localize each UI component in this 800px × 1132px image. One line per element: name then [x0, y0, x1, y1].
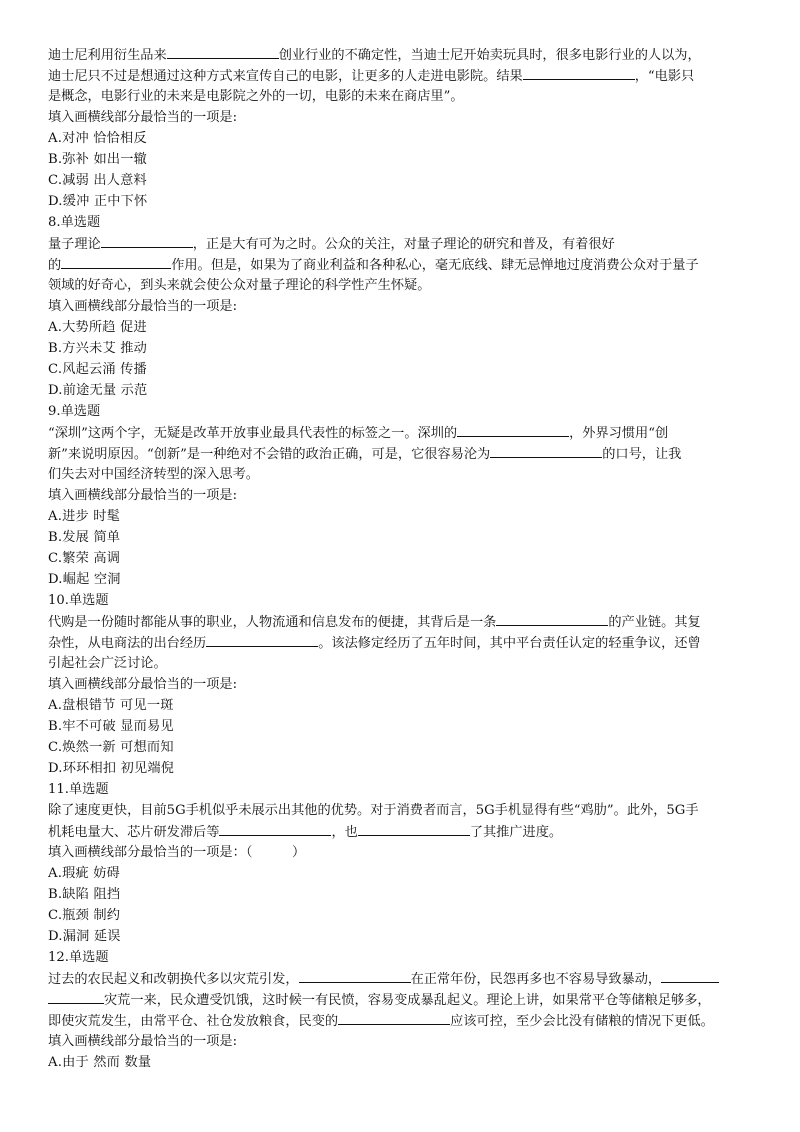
question-9 — [48, 401, 752, 590]
question-text-line: 过去的农民起义和改朝换代多以灾荒引发， 在正常年份，民怨再多也不容易导致暴动， — [48, 968, 752, 989]
question-text-line: 迪士尼只不过是想通过这种方式来宣传自己的电影，让更多的人走进电影院。结果 ，“电影只 — [48, 65, 752, 86]
answer-blank — [661, 968, 719, 983]
option-d[interactable]: D.缓冲 正中下怀 — [48, 194, 148, 209]
question-header: 11.单选题 — [48, 782, 109, 797]
question-text-line: 除了速度更快，目前5G手机似乎未展示出其他的优势。对于消费者而言，5G手机显得有些“鸡肋”。此外，5G手 — [48, 803, 699, 818]
question-8 — [48, 212, 752, 401]
question-text-line: 引起社会广泛讨论。 — [48, 656, 167, 671]
question-text-line: “深圳”这两个字，无疑是改革开放事业最具代表性的标签之一。深圳的 ，外界习惯用“创 — [48, 422, 752, 443]
question-12 — [48, 947, 752, 1073]
answer-blank — [101, 233, 193, 248]
question-text-line: 即使灾荒发生，由常平仓、社仓发放粮食，民变的 应该可控，至少会比没有储粮的情况下更低。 — [48, 1010, 752, 1031]
question-text-line: 领域的好奇心，到头来就会使公众对量子理论的科学性产生怀疑。 — [48, 278, 431, 293]
question-text-line: 们失去对中国经济转型的深入思考。 — [48, 467, 259, 482]
exam-page — [48, 44, 752, 1073]
option-c[interactable]: C.焕然一新 可想而知 — [48, 740, 174, 755]
question-text-line: 代购是一份随时都能从事的职业，人物流通和信息发布的便捷，其背后是一条 的产业链。其复 — [48, 611, 752, 632]
answer-blank — [48, 989, 104, 1004]
option-a[interactable]: A.对冲 恰恰相反 — [48, 131, 147, 146]
question-11 — [48, 779, 752, 947]
option-a[interactable]: A.瑕疵 妨碍 — [48, 866, 121, 881]
answer-blank — [167, 44, 279, 59]
question-text-line: 量子理论 ，正是大有可为之时。公众的关注，对量子理论的研究和普及，有着很好 — [48, 233, 752, 254]
option-a[interactable]: A.盘根错节 可见一斑 — [48, 698, 174, 713]
question-header: 9.单选题 — [48, 404, 101, 419]
question-text-line: 杂性，从电商法的出台经历 。该法修定经历了五年时间，其中平台责任认定的轻重争议，还曾 — [48, 632, 752, 653]
answer-blank — [61, 254, 171, 269]
question-header: 10.单选题 — [48, 593, 109, 608]
option-d[interactable]: D.前途无量 示范 — [48, 383, 148, 398]
question-text-line: 机耗电量大、芯片研发滞后等 ，也 了其推广进度。 — [48, 821, 752, 842]
question-7 — [48, 44, 752, 212]
question-prompt: 填入画横线部分最恰当的一项是: — [48, 110, 238, 125]
question-text-line: 迪士尼利用衍生品来 创业行业的不确定性，当迪士尼开始卖玩具时，很多电影行业的人以为， — [48, 44, 752, 65]
answer-blank — [490, 443, 602, 458]
option-c[interactable]: C.风起云涌 传播 — [48, 362, 147, 377]
option-b[interactable]: B.发展 简单 — [48, 530, 121, 545]
option-d[interactable]: D.漏洞 延误 — [48, 929, 121, 944]
option-a[interactable]: A.进步 时髦 — [48, 509, 121, 524]
question-header: 8.单选题 — [48, 215, 101, 230]
question-text-line: 灾荒一来，民众遭受饥饿，这时候一有民愤，容易变成暴乱起义。理论上讲，如果常平仓等储粮足够多， — [48, 989, 752, 1010]
question-prompt: 填入画横线部分最恰当的一项是: — [48, 488, 238, 503]
question-text-line: 新”来说明原因。“创新”是一种绝对不会错的政治正确，可是，它很容易沦为 的口号，让我 — [48, 443, 752, 464]
answer-blank — [338, 1010, 450, 1025]
option-b[interactable]: B.缺陷 阻挡 — [48, 887, 121, 902]
question-prompt: 填入画横线部分最恰当的一项是: — [48, 1034, 238, 1049]
question-prompt: 填入画横线部分最恰当的一项是: — [48, 677, 238, 692]
answer-blank — [523, 65, 635, 80]
answer-blank — [496, 611, 608, 626]
option-c[interactable]: C.瓶颈 制约 — [48, 908, 121, 923]
option-b[interactable]: B.牢不可破 显而易见 — [48, 719, 174, 734]
option-a[interactable]: A.大势所趋 促进 — [48, 320, 147, 335]
option-c[interactable]: C.减弱 出人意料 — [48, 173, 147, 188]
answer-blank — [299, 968, 411, 983]
question-10 — [48, 590, 752, 779]
question-text-line: 的 作用。但是，如果为了商业利益和各种私心，毫无底线、肆无忌惮地过度消费公众对于量子 — [48, 254, 752, 275]
option-b[interactable]: B.弥补 如出一辙 — [48, 152, 147, 167]
option-a[interactable]: A.由于 然而 数量 — [48, 1055, 152, 1070]
option-c[interactable]: C.繁荣 高调 — [48, 551, 121, 566]
answer-blank — [219, 821, 331, 836]
question-text-line: 是概念，电影行业的未来是电影院之外的一切，电影的未来在商店里”。 — [48, 89, 464, 104]
option-d[interactable]: D.环环相扣 初见端倪 — [48, 761, 175, 776]
question-header: 12.单选题 — [48, 950, 109, 965]
answer-blank — [206, 632, 318, 647]
option-d[interactable]: D.崛起 空洞 — [48, 572, 121, 587]
answer-blank — [457, 422, 569, 437]
answer-blank — [358, 821, 470, 836]
question-prompt: 填入画横线部分最恰当的一项是: — [48, 299, 238, 314]
question-prompt: 填入画横线部分最恰当的一项是：（ ） — [48, 845, 306, 860]
option-b[interactable]: B.方兴未艾 推动 — [48, 341, 147, 356]
